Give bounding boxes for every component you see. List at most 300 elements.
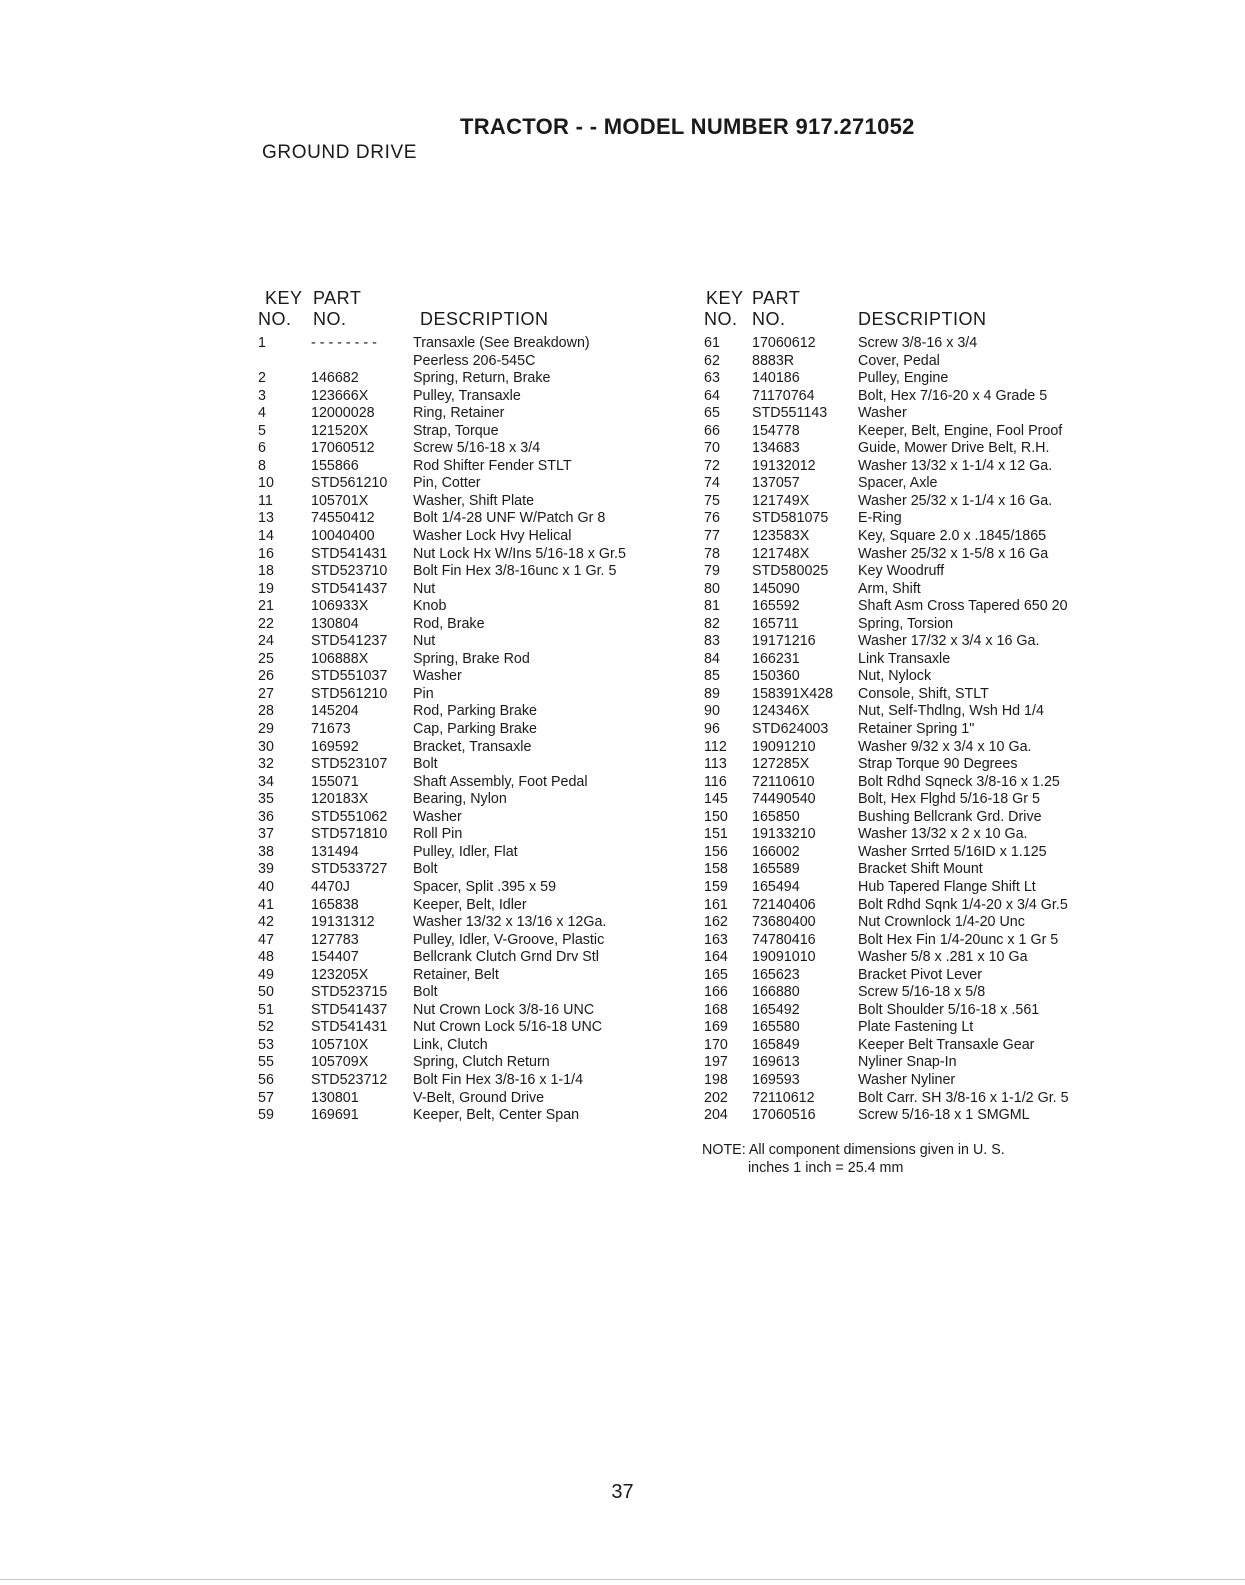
part-no-cell: 123583X (752, 528, 810, 545)
key-no-cell: 40 (258, 878, 274, 895)
parts-row (258, 458, 688, 476)
parts-row (702, 633, 1142, 651)
part-no-cell: 131494 (311, 843, 359, 860)
description-cell: Guide, Mower Drive Belt, R.H. (858, 440, 1050, 457)
parts-row (258, 353, 688, 371)
key-no-cell: 57 (258, 1089, 274, 1106)
part-no-cell: 74490540 (752, 791, 816, 808)
parts-row (702, 1019, 1142, 1037)
part-no-cell: 137057 (752, 475, 800, 492)
key-no-cell: 82 (704, 615, 720, 632)
key-no-cell: 89 (704, 685, 720, 702)
parts-row (258, 897, 688, 915)
part-no-cell: STD551143 (752, 405, 828, 422)
description-cell: Keeper, Belt, Idler (413, 896, 527, 913)
part-no-cell: 121748X (752, 545, 810, 562)
parts-row (702, 756, 1142, 774)
key-no-cell: 70 (704, 440, 720, 457)
key-no-cell: 13 (258, 510, 274, 527)
key-no-cell: 156 (704, 843, 728, 860)
key-no-cell: 96 (704, 721, 720, 738)
parts-row (702, 844, 1142, 862)
parts-row (258, 756, 688, 774)
part-no-cell: 123666X (311, 387, 369, 404)
part-no-cell: 8883R (752, 352, 795, 369)
description-cell: Bolt Shoulder 5/16-18 x .561 (858, 1001, 1040, 1018)
description-cell: Nut (413, 633, 436, 650)
parts-row (258, 774, 688, 792)
part-no-cell: 19091210 (752, 738, 816, 755)
description-cell: Bolt, Hex 7/16-20 x 4 Grade 5 (858, 387, 1048, 404)
part-no-cell: 169592 (311, 738, 359, 755)
description-cell: Washer, Shift Plate (413, 492, 535, 509)
description-cell: Plate Fastening Lt (858, 1019, 974, 1036)
parts-row (702, 510, 1142, 528)
part-no-cell: 155866 (311, 457, 359, 474)
description-cell: Bolt Rdhd Sqnk 1/4-20 x 3/4 Gr.5 (858, 896, 1068, 913)
parts-row (702, 932, 1142, 950)
description-cell: Bolt Rdhd Sqneck 3/8-16 x 1.25 (858, 773, 1060, 790)
key-no-cell: 32 (258, 756, 274, 773)
key-no-cell: 112 (704, 738, 727, 755)
key-no-cell: 77 (704, 528, 720, 545)
key-no-cell: 56 (258, 1071, 274, 1088)
key-no-cell: 27 (258, 685, 274, 702)
note-line-1: NOTE: All component dimensions given in U. S. (702, 1142, 1005, 1158)
parts-row (258, 668, 688, 686)
part-no-cell: 12000028 (311, 405, 375, 422)
description-cell: Bolt (413, 756, 438, 773)
part-no-cell: STD523712 (311, 1071, 388, 1088)
description-cell: Bolt (413, 984, 438, 1001)
page-title: TRACTOR - - MODEL NUMBER 917.271052 (460, 114, 915, 139)
key-no-cell: 66 (704, 422, 720, 439)
parts-row (702, 388, 1142, 406)
description-cell: Bushing Bellcrank Grd. Drive (858, 808, 1042, 825)
description-cell: Nyliner Snap-In (858, 1054, 957, 1071)
part-no-cell: 74780416 (752, 931, 816, 948)
parts-row (258, 1019, 688, 1037)
description-cell: Nut, Self-Thdlng, Wsh Hd 1/4 (858, 703, 1044, 720)
key-no-cell: 35 (258, 791, 274, 808)
section-title: GROUND DRIVE (262, 142, 417, 163)
description-cell: Washer 25/32 x 1-1/4 x 16 Ga. (858, 492, 1053, 509)
key-header: KEY (265, 288, 303, 308)
key-no-cell: 80 (704, 580, 720, 597)
parts-row (258, 616, 688, 634)
key-no-cell: 21 (258, 598, 274, 615)
part-no-cell: 165850 (752, 808, 800, 825)
parts-row (702, 1107, 1142, 1125)
parts-list-left (258, 288, 688, 1125)
key-no-cell: 36 (258, 808, 274, 825)
description-cell: Screw 3/8-16 x 3/4 (858, 335, 978, 351)
parts-row (702, 651, 1142, 669)
part-no-cell: STD571810 (311, 826, 388, 843)
key-no-cell: 14 (258, 528, 274, 545)
key-no-cell: 41 (258, 896, 274, 913)
parts-row (702, 370, 1142, 388)
key-no-cell: 164 (704, 949, 728, 966)
key-no-cell: 3 (258, 387, 266, 404)
part-no-cell: 123205X (311, 966, 369, 983)
description-cell: Roll Pin (413, 826, 463, 843)
parts-row (258, 563, 688, 581)
description-cell: Washer 13/32 x 1-1/4 x 12 Ga. (858, 457, 1053, 474)
part-no-cell: STD541431 (311, 545, 388, 562)
key-no-cell: 75 (704, 492, 720, 509)
description-cell: Strap Torque 90 Degrees (858, 756, 1018, 773)
part-no-cell: 146682 (311, 370, 359, 387)
bottom-rule (0, 1579, 1245, 1580)
parts-row (702, 967, 1142, 985)
parts-row (702, 423, 1142, 441)
part-no-cell: 130804 (311, 615, 359, 632)
part-no-cell: 165623 (752, 966, 800, 983)
part-no-cell: 73680400 (752, 914, 816, 931)
description-cell: Spacer, Axle (858, 475, 938, 492)
note-line-2: inches 1 inch = 25.4 mm (748, 1160, 904, 1176)
parts-row (702, 686, 1142, 704)
key-no-cell: 5 (258, 422, 266, 439)
parts-row (258, 423, 688, 441)
description-cell: Washer 17/32 x 3/4 x 16 Ga. (858, 633, 1040, 650)
key-no-cell: 168 (704, 1001, 728, 1018)
part-header: PART (313, 288, 362, 308)
key-no-cell: 161 (704, 896, 728, 913)
part-no-cell: 120183X (311, 791, 369, 808)
part-no-cell: 17060612 (752, 335, 816, 351)
parts-row (702, 897, 1142, 915)
key-no-cell: 18 (258, 563, 274, 580)
description-cell: Bolt Fin Hex 3/8-16unc x 1 Gr. 5 (413, 563, 617, 580)
key-no-cell: 76 (704, 510, 720, 527)
parts-row (702, 475, 1142, 493)
part-no-cell: 169691 (311, 1107, 359, 1124)
parts-row (702, 1090, 1142, 1108)
parts-row (702, 703, 1142, 721)
parts-row (258, 879, 688, 897)
parts-row (702, 1037, 1142, 1055)
description-cell: Pulley, Transaxle (413, 387, 521, 404)
key-no-cell: 49 (258, 966, 274, 983)
parts-row (702, 528, 1142, 546)
key-no-cell: 48 (258, 949, 274, 966)
parts-row (258, 914, 688, 932)
key-no-cell: 42 (258, 914, 274, 931)
key-no-cell: 61 (704, 335, 720, 351)
key-no-cell: 165 (704, 966, 728, 983)
key-no-cell: 6 (258, 440, 266, 457)
part-header-no: NO. (752, 309, 786, 329)
parts-row (702, 616, 1142, 634)
key-no-cell: 62 (704, 352, 720, 369)
description-cell: Spring, Clutch Return (413, 1054, 550, 1071)
description-cell: Bolt 1/4-28 UNF W/Patch Gr 8 (413, 510, 606, 527)
description-cell: Bracket Pivot Lever (858, 966, 982, 983)
parts-row (258, 388, 688, 406)
part-no-cell: 72140406 (752, 896, 816, 913)
parts-row (258, 949, 688, 967)
parts-row (702, 914, 1142, 932)
description-cell: Strap, Torque (413, 422, 499, 439)
description-cell: Screw 5/16-18 x 3/4 (413, 440, 541, 457)
description-cell: Washer (413, 808, 462, 825)
parts-row (258, 633, 688, 651)
part-no-cell: 127783 (311, 931, 359, 948)
part-no-cell: 140186 (752, 370, 800, 387)
key-no-cell: 26 (258, 668, 274, 685)
parts-row (702, 546, 1142, 564)
description-cell: Console, Shift, STLT (858, 685, 989, 702)
parts-row (702, 721, 1142, 739)
key-no-cell: 204 (704, 1107, 728, 1124)
description-cell: Knob (413, 598, 447, 615)
key-header: KEY (706, 288, 744, 308)
description-cell: Pulley, Idler, Flat (413, 843, 518, 860)
dimensions-note (702, 1141, 1005, 1177)
key-no-cell: 24 (258, 633, 274, 650)
parts-row (702, 1054, 1142, 1072)
part-no-cell: 121520X (311, 422, 369, 439)
key-no-cell: 74 (704, 475, 720, 492)
part-no-cell: 169593 (752, 1071, 800, 1088)
parts-list-right (702, 288, 1142, 1125)
key-no-cell: 38 (258, 843, 274, 860)
part-no-cell: - - - - - - - - (311, 335, 377, 351)
key-no-cell: 37 (258, 826, 274, 843)
part-no-cell: 165838 (311, 896, 359, 913)
description-cell: Retainer, Belt (413, 966, 499, 983)
key-no-cell: 150 (704, 808, 728, 825)
key-no-cell: 198 (704, 1071, 728, 1088)
key-no-cell: 162 (704, 914, 728, 931)
description-cell: Washer 13/32 x 13/16 x 12Ga. (413, 914, 607, 931)
part-no-cell: 17060512 (311, 440, 375, 457)
description-cell: Rod Shifter Fender STLT (413, 457, 572, 474)
description-cell: Washer Srrted 5/16ID x 1.125 (858, 843, 1047, 860)
parts-row (258, 440, 688, 458)
parts-row (258, 370, 688, 388)
part-no-cell: 158391X428 (752, 685, 834, 702)
parts-row (702, 581, 1142, 599)
part-no-cell: STD581075 (752, 510, 829, 527)
parts-row (258, 475, 688, 493)
description-cell: Retainer Spring 1" (858, 721, 975, 738)
description-header: DESCRIPTION (420, 309, 549, 329)
part-no-cell: STD624003 (752, 721, 829, 738)
part-no-cell: 10040400 (311, 528, 375, 545)
parts-row (702, 879, 1142, 897)
part-no-cell: 71673 (311, 721, 351, 738)
key-no-cell: 55 (258, 1054, 274, 1071)
key-no-cell: 30 (258, 738, 274, 755)
description-cell: Spacer, Split .395 x 59 (413, 878, 557, 895)
part-no-cell: 19171216 (752, 633, 816, 650)
parts-row (258, 984, 688, 1002)
key-no-cell: 163 (704, 931, 728, 948)
part-no-cell: 124346X (752, 703, 810, 720)
parts-row (702, 984, 1142, 1002)
key-no-cell: 28 (258, 703, 274, 720)
key-no-cell: 11 (258, 492, 273, 509)
key-no-cell: 158 (704, 861, 728, 878)
key-header-no: NO. (704, 309, 738, 329)
part-no-cell: 165849 (752, 1036, 800, 1053)
part-no-cell: 105709X (311, 1054, 369, 1071)
key-no-cell: 90 (704, 703, 720, 720)
parts-row (702, 1072, 1142, 1090)
description-cell: Pulley, Idler, V-Groove, Plastic (413, 931, 605, 948)
part-no-cell: 130801 (311, 1089, 359, 1106)
key-no-cell: 151 (704, 826, 728, 843)
description-cell: Bellcrank Clutch Grnd Drv Stl (413, 949, 599, 966)
description-cell: Bolt (413, 861, 438, 878)
parts-row (258, 967, 688, 985)
description-cell: Shaft Asm Cross Tapered 650 20 (858, 598, 1068, 615)
description-cell: Transaxle (See Breakdown) (413, 335, 590, 351)
part-no-cell: STD580025 (752, 563, 829, 580)
key-no-cell: 197 (704, 1054, 728, 1071)
description-cell: Pulley, Engine (858, 370, 949, 387)
parts-row (702, 826, 1142, 844)
part-no-cell: STD541437 (311, 1001, 388, 1018)
description-cell: Link Transaxle (858, 650, 951, 667)
part-no-cell: 165494 (752, 878, 800, 895)
key-header-no: NO. (258, 309, 292, 329)
key-no-cell: 59 (258, 1107, 274, 1124)
parts-row (702, 440, 1142, 458)
parts-row (258, 598, 688, 616)
description-cell: Keeper, Belt, Engine, Fool Proof (858, 422, 1063, 439)
key-no-cell: 47 (258, 931, 274, 948)
key-no-cell: 116 (704, 773, 727, 790)
parts-row (258, 493, 688, 511)
part-no-cell: 105710X (311, 1036, 369, 1053)
description-cell: Washer 25/32 x 1-5/8 x 16 Ga (858, 545, 1049, 562)
description-cell: Bolt Carr. SH 3/8-16 x 1-1/2 Gr. 5 (858, 1089, 1069, 1106)
part-no-cell: 150360 (752, 668, 800, 685)
description-cell: Cap, Parking Brake (413, 721, 537, 738)
part-no-cell: 72110612 (752, 1089, 815, 1106)
key-no-cell: 72 (704, 457, 720, 474)
parts-row (258, 1072, 688, 1090)
part-no-cell: 134683 (752, 440, 800, 457)
part-no-cell: 165492 (752, 1001, 800, 1018)
part-no-cell: 169613 (752, 1054, 800, 1071)
parts-row (702, 493, 1142, 511)
parts-row (702, 1002, 1142, 1020)
part-no-cell: 145204 (311, 703, 359, 720)
part-no-cell: STD523710 (311, 563, 388, 580)
key-no-cell: 8 (258, 457, 266, 474)
part-no-cell: 106933X (311, 598, 369, 615)
description-cell: E-Ring (858, 510, 902, 527)
key-no-cell: 4 (258, 405, 266, 422)
parts-row (258, 546, 688, 564)
parts-row (258, 721, 688, 739)
part-header-no: NO. (313, 309, 347, 329)
key-no-cell: 16 (258, 545, 274, 562)
key-no-cell: 25 (258, 650, 274, 667)
part-no-cell: 4470J (311, 878, 350, 895)
page-number: 37 (611, 1481, 634, 1503)
part-no-cell: 166231 (752, 650, 800, 667)
part-no-cell: 106888X (311, 650, 369, 667)
key-no-cell: 53 (258, 1036, 274, 1053)
description-cell: Washer Nyliner (858, 1071, 956, 1088)
key-no-cell: 85 (704, 668, 720, 685)
description-cell: V-Belt, Ground Drive (413, 1089, 545, 1106)
key-no-cell: 159 (704, 878, 728, 895)
description-header: DESCRIPTION (858, 309, 987, 329)
key-no-cell: 19 (258, 580, 274, 597)
parts-row (702, 809, 1142, 827)
key-no-cell: 50 (258, 984, 274, 1001)
key-no-cell: 170 (704, 1036, 728, 1053)
parts-row (258, 844, 688, 862)
part-no-cell: 155071 (311, 773, 359, 790)
part-no-cell: 19131312 (311, 914, 375, 931)
description-cell: Nut Crown Lock 5/16-18 UNC (413, 1019, 603, 1036)
part-header: PART (752, 288, 801, 308)
description-cell: Nut Lock Hx W/Ins 5/16-18 x Gr.5 (413, 545, 626, 562)
parts-row (702, 949, 1142, 967)
parts-rows-left (258, 335, 688, 1125)
description-cell: Bolt Fin Hex 3/8-16 x 1-1/4 (413, 1071, 584, 1088)
key-no-cell: 51 (258, 1001, 274, 1018)
parts-row (258, 528, 688, 546)
part-no-cell: 72110610 (752, 773, 815, 790)
key-no-cell: 34 (258, 773, 274, 790)
description-cell: Key, Square 2.0 x .1845/1865 (858, 528, 1047, 545)
description-cell: Bolt, Hex Flghd 5/16-18 Gr 5 (858, 791, 1040, 808)
parts-row (702, 335, 1142, 353)
part-no-cell: 17060516 (752, 1107, 816, 1124)
parts-list-header (258, 288, 688, 330)
parts-row (258, 510, 688, 528)
description-cell: Nut (413, 580, 436, 597)
description-cell: Pin, Cotter (413, 475, 481, 492)
description-cell: Nut, Nylock (858, 668, 932, 685)
parts-row (258, 1037, 688, 1055)
key-no-cell: 63 (704, 370, 720, 387)
parts-row (258, 1054, 688, 1072)
description-cell: Hub Tapered Flange Shift Lt (858, 878, 1036, 895)
description-cell: Ring, Retainer (413, 405, 505, 422)
description-cell: Nut Crownlock 1/4-20 Unc (858, 914, 1025, 931)
part-no-cell: 74550412 (311, 510, 375, 527)
parts-row (702, 353, 1142, 371)
part-no-cell: 166880 (752, 984, 800, 1001)
description-cell: Peerless 206-545C (413, 352, 536, 369)
key-no-cell: 83 (704, 633, 720, 650)
parts-row (258, 1090, 688, 1108)
part-no-cell: 154407 (311, 949, 359, 966)
part-no-cell: STD551062 (311, 808, 388, 825)
description-cell: Screw 5/16-18 x 1 SMGML (858, 1107, 1030, 1124)
key-no-cell: 113 (704, 756, 727, 773)
part-no-cell: 121749X (752, 492, 810, 509)
description-cell: Washer (858, 405, 907, 422)
parts-row (258, 335, 688, 353)
description-cell: Bearing, Nylon (413, 791, 507, 808)
description-cell: Rod, Parking Brake (413, 703, 537, 720)
description-cell: Washer 5/8 x .281 x 10 Ga (858, 949, 1028, 966)
description-cell: Washer Lock Hvy Helical (413, 528, 572, 545)
parts-row (702, 458, 1142, 476)
part-no-cell: STD561210 (311, 475, 388, 492)
